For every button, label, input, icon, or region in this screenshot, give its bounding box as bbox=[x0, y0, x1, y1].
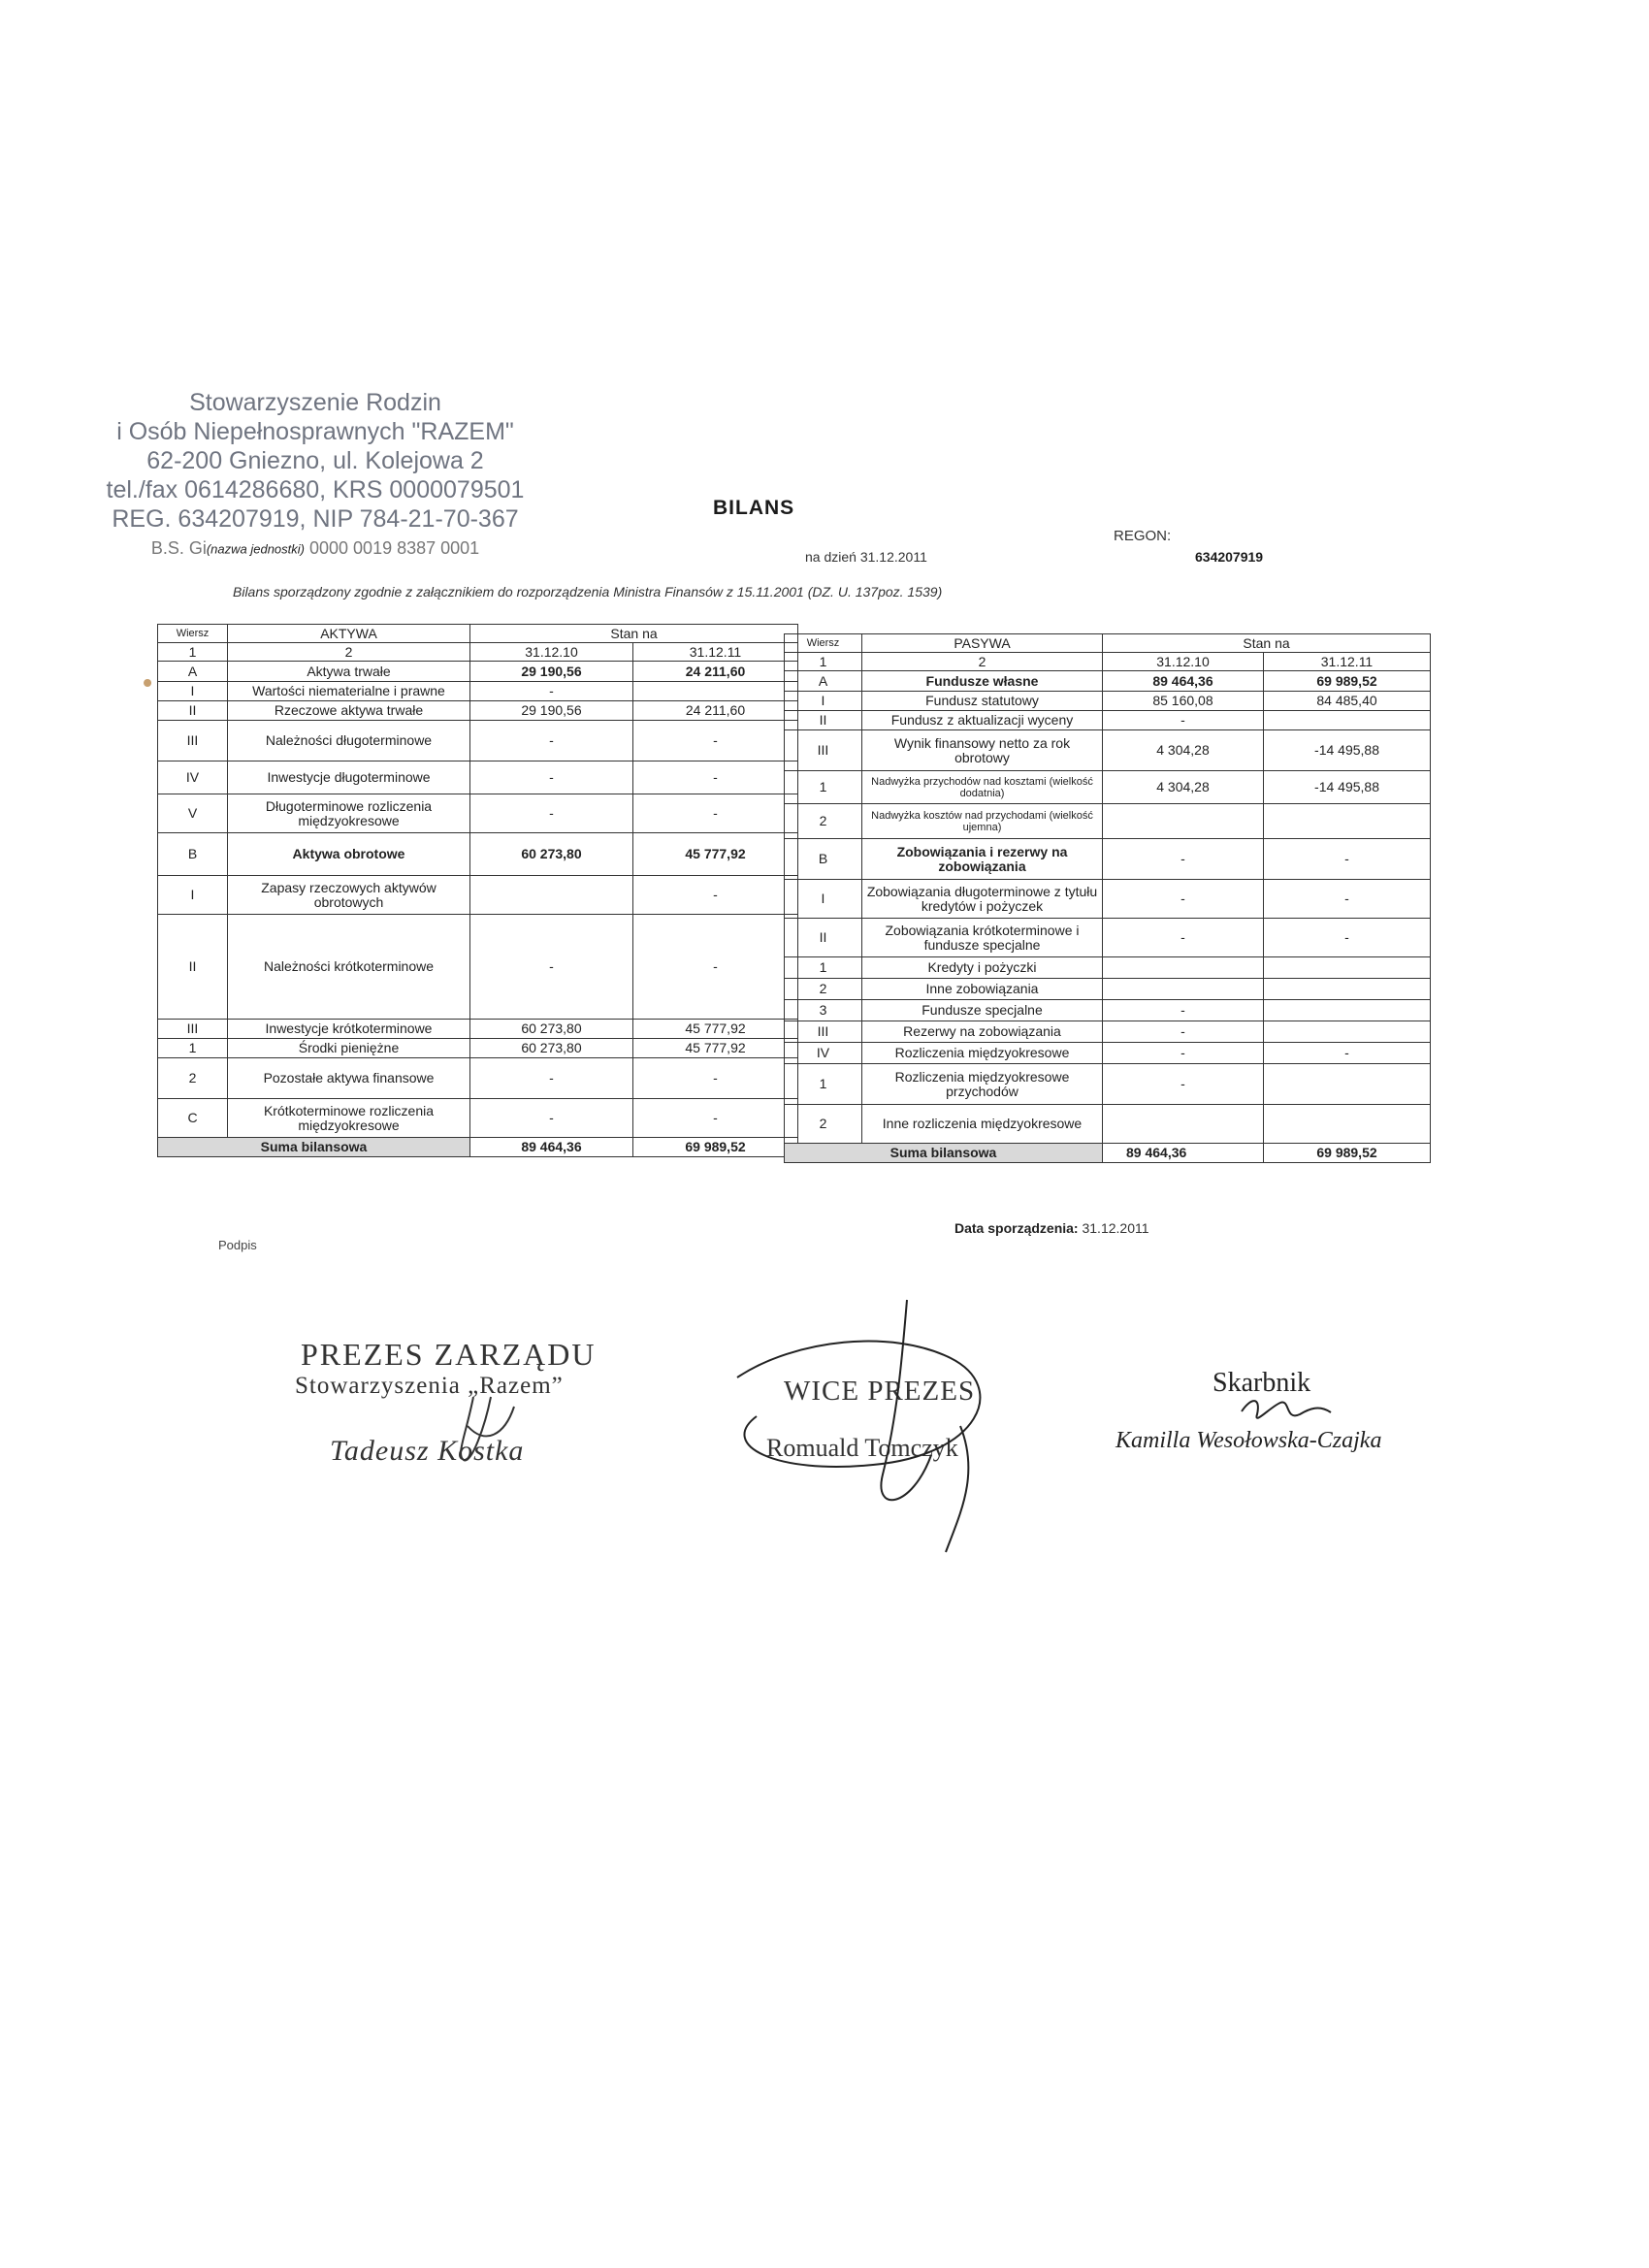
value-2011: - bbox=[633, 794, 798, 833]
value-2011 bbox=[1264, 804, 1431, 839]
treasurer-signature-stroke bbox=[1242, 1401, 1331, 1418]
vice-president-signature-stroke bbox=[737, 1300, 980, 1552]
stamp-bank-account: 0000 0019 8387 0001 bbox=[309, 538, 480, 558]
value-2011: 24 211,60 bbox=[633, 701, 798, 721]
row-code: 1 bbox=[158, 1039, 228, 1058]
table-row bbox=[158, 1039, 798, 1058]
row-code: A bbox=[785, 671, 862, 692]
stamp-line: i Osób Niepełnosprawnych "RAZEM" bbox=[116, 418, 514, 445]
col-date-2011: 31.12.11 bbox=[633, 643, 798, 662]
president-stamp bbox=[295, 1337, 597, 1468]
table-row bbox=[158, 915, 798, 1020]
row-label: Kredyty i pożyczki bbox=[862, 957, 1103, 979]
regon-label: REGON: bbox=[1114, 528, 1172, 544]
value-2010 bbox=[1103, 957, 1264, 979]
row-label: Fundusz z aktualizacji wyceny bbox=[862, 711, 1103, 730]
table-row bbox=[785, 979, 1431, 1000]
value-2011: - bbox=[1264, 1043, 1431, 1064]
row-label: Krótkoterminowe rozliczenia międzyokresowe bbox=[228, 1099, 470, 1138]
table-row bbox=[785, 839, 1431, 880]
row-code: II bbox=[785, 919, 862, 957]
table-row bbox=[785, 692, 1431, 711]
row-code: IV bbox=[785, 1043, 862, 1064]
value-2011: - bbox=[633, 915, 798, 1020]
row-code: 2 bbox=[785, 979, 862, 1000]
vice-president-title: WICE PREZES bbox=[784, 1376, 976, 1407]
row-code: 1 bbox=[785, 1064, 862, 1105]
value-2011: - bbox=[633, 721, 798, 761]
row-code: III bbox=[158, 721, 228, 761]
stamp-line: tel./fax 0614286680, KRS 0000079501 bbox=[106, 476, 525, 503]
table-row bbox=[785, 730, 1431, 771]
row-label: Inne zobowiązania bbox=[862, 979, 1103, 1000]
value-2010: - bbox=[470, 721, 633, 761]
value-2010: - bbox=[470, 1058, 633, 1099]
col-number: 2 bbox=[862, 653, 1103, 671]
value-2011 bbox=[1264, 1021, 1431, 1043]
row-code: C bbox=[158, 1099, 228, 1138]
col-date-2010: 31.12.10 bbox=[1103, 653, 1264, 671]
table-row bbox=[785, 919, 1431, 957]
value-2011: - bbox=[1264, 919, 1431, 957]
total-2011: 69 989,52 bbox=[1264, 1144, 1431, 1163]
value-2011: - bbox=[1264, 839, 1431, 880]
value-2011 bbox=[1264, 711, 1431, 730]
value-2010: 29 190,56 bbox=[470, 701, 633, 721]
stamp-line: 62-200 Gniezno, ul. Kolejowa 2 bbox=[146, 447, 484, 474]
row-label: Nadwyżka kosztów nad przychodami (wielkość ujemna) bbox=[862, 804, 1103, 839]
row-label: Inne rozliczenia międzyokresowe bbox=[862, 1105, 1103, 1144]
table-row bbox=[785, 1021, 1431, 1043]
value-2010: - bbox=[1103, 919, 1264, 957]
document-title: BILANS bbox=[713, 497, 795, 519]
table-row bbox=[158, 1020, 798, 1039]
row-code: A bbox=[158, 662, 228, 682]
row-code: 1 bbox=[785, 771, 862, 804]
value-2011 bbox=[1264, 979, 1431, 1000]
row-label: Zobowiązania długoterminowe z tytułu kredytów i pożyczek bbox=[862, 880, 1103, 919]
value-2010: - bbox=[1103, 880, 1264, 919]
balance-date: na dzień 31.12.2011 bbox=[805, 549, 927, 565]
col-number: 1 bbox=[158, 643, 228, 662]
value-2010 bbox=[1103, 804, 1264, 839]
row-code: I bbox=[158, 876, 228, 915]
table-row bbox=[785, 653, 1431, 671]
value-2010: 29 190,56 bbox=[470, 662, 633, 682]
table-row bbox=[158, 721, 798, 761]
value-2010: 60 273,80 bbox=[470, 1039, 633, 1058]
table-row bbox=[158, 643, 798, 662]
stamp-line: REG. 634207919, NIP 784-21-70-367 bbox=[112, 505, 519, 533]
row-code: III bbox=[785, 1021, 862, 1043]
row-code: V bbox=[158, 794, 228, 833]
value-2010 bbox=[1103, 1105, 1264, 1144]
value-2011: - bbox=[633, 1058, 798, 1099]
vice-president-name: Romuald Tomczyk bbox=[766, 1434, 958, 1462]
row-code: 2 bbox=[158, 1058, 228, 1099]
organization-stamp bbox=[92, 388, 538, 564]
row-label: Fundusze własne bbox=[862, 671, 1103, 692]
value-2010 bbox=[470, 876, 633, 915]
value-2011: -14 495,88 bbox=[1264, 730, 1431, 771]
row-label: Zobowiązania krótkoterminowe i fundusze specjalne bbox=[862, 919, 1103, 957]
treasurer-name: Kamilla Wesołowska-Czajka bbox=[1116, 1428, 1382, 1453]
table-row bbox=[158, 1138, 798, 1157]
liabilities-table bbox=[784, 633, 1431, 1163]
col-header-wiersz: Wiersz bbox=[785, 634, 862, 653]
row-label: Rezerwy na zobowiązania bbox=[862, 1021, 1103, 1043]
value-2010: - bbox=[1103, 839, 1264, 880]
stamp-line bbox=[92, 534, 538, 564]
value-2010: - bbox=[1103, 1064, 1264, 1105]
row-label: Należności krótkoterminowe bbox=[228, 915, 470, 1020]
value-2011: - bbox=[633, 1099, 798, 1138]
value-2010: - bbox=[1103, 711, 1264, 730]
table-row bbox=[785, 1000, 1431, 1021]
table-row bbox=[158, 682, 798, 701]
value-2011: - bbox=[633, 761, 798, 794]
value-2011 bbox=[1264, 1064, 1431, 1105]
table-row bbox=[158, 1099, 798, 1138]
table-row bbox=[158, 794, 798, 833]
table-row bbox=[785, 1105, 1431, 1144]
table-row bbox=[158, 833, 798, 876]
table-row bbox=[785, 804, 1431, 839]
row-code: I bbox=[785, 692, 862, 711]
row-label: Wartości niematerialne i prawne bbox=[228, 682, 470, 701]
preparation-date-label: Data sporządzenia: bbox=[954, 1220, 1079, 1236]
value-2011: 45 777,92 bbox=[633, 1039, 798, 1058]
row-code: 2 bbox=[785, 1105, 862, 1144]
assets-table bbox=[157, 624, 798, 1157]
value-2011: 45 777,92 bbox=[633, 1020, 798, 1039]
table-row bbox=[785, 1064, 1431, 1105]
table-row bbox=[158, 701, 798, 721]
table-row bbox=[158, 876, 798, 915]
value-2011 bbox=[633, 682, 798, 701]
row-code: B bbox=[785, 839, 862, 880]
value-2010: 4 304,28 bbox=[1103, 771, 1264, 804]
col-number: 2 bbox=[228, 643, 470, 662]
table-row bbox=[785, 1144, 1431, 1163]
col-header-pasywa: PASYWA bbox=[862, 634, 1103, 653]
value-2010: 85 160,08 bbox=[1103, 692, 1264, 711]
col-header-wiersz: Wiersz bbox=[158, 625, 228, 643]
value-2010: - bbox=[1103, 1043, 1264, 1064]
legal-basis: Bilans sporządzony zgodnie z załącznikiem do rozporządzenia Ministra Finansów z 15.11.2001 (DZ. U. 137poz. 1539) bbox=[233, 584, 943, 599]
table-row bbox=[158, 761, 798, 794]
value-2011: -14 495,88 bbox=[1264, 771, 1431, 804]
row-code: II bbox=[785, 711, 862, 730]
row-code: 1 bbox=[785, 957, 862, 979]
row-label: Nadwyżka przychodów nad kosztami (wielkość dodatnia) bbox=[862, 771, 1103, 804]
row-label: Rozliczenia międzyokresowe bbox=[862, 1043, 1103, 1064]
value-2010: 4 304,28 bbox=[1103, 730, 1264, 771]
col-date-2011: 31.12.11 bbox=[1264, 653, 1431, 671]
total-label: Suma bilansowa bbox=[158, 1138, 470, 1157]
row-label: Fundusz statutowy bbox=[862, 692, 1103, 711]
value-2011: 69 989,52 bbox=[1264, 671, 1431, 692]
row-label: Fundusze specjalne bbox=[862, 1000, 1103, 1021]
value-2011: - bbox=[633, 876, 798, 915]
row-code: IV bbox=[158, 761, 228, 794]
total-label: Suma bilansowa bbox=[785, 1144, 1103, 1163]
value-2010: - bbox=[1103, 1021, 1264, 1043]
value-2011: 24 211,60 bbox=[633, 662, 798, 682]
row-label: Inwestycje krótkoterminowe bbox=[228, 1020, 470, 1039]
table-row bbox=[785, 771, 1431, 804]
col-number: 1 bbox=[785, 653, 862, 671]
president-title: PREZES ZARZĄDU bbox=[301, 1337, 597, 1372]
total-2010: 89 464,36 bbox=[1103, 1144, 1264, 1163]
regon-value: 634207919 bbox=[1195, 549, 1264, 565]
preparation-date bbox=[954, 1220, 1149, 1236]
row-label: Zobowiązania i rezerwy na zobowiązania bbox=[862, 839, 1103, 880]
row-code: 2 bbox=[785, 804, 862, 839]
row-code: III bbox=[785, 730, 862, 771]
row-code: I bbox=[785, 880, 862, 919]
value-2010: - bbox=[470, 761, 633, 794]
table-row bbox=[785, 957, 1431, 979]
col-header-stan: Stan na bbox=[1103, 634, 1431, 653]
president-name: Tadeusz Kostka bbox=[330, 1435, 525, 1467]
table-row bbox=[158, 1058, 798, 1099]
stamp-bank-prefix: B.S. Gi bbox=[150, 538, 207, 558]
total-2010: 89 464,36 bbox=[470, 1138, 633, 1157]
table-row bbox=[158, 625, 798, 643]
row-label: Zapasy rzeczowych aktywów obrotowych bbox=[228, 876, 470, 915]
row-code: I bbox=[158, 682, 228, 701]
row-label: Inwestycje długoterminowe bbox=[228, 761, 470, 794]
value-2011: - bbox=[1264, 880, 1431, 919]
table-row bbox=[785, 1043, 1431, 1064]
table-row bbox=[785, 880, 1431, 919]
table-row bbox=[785, 671, 1431, 692]
value-2011 bbox=[1264, 1105, 1431, 1144]
value-2011 bbox=[1264, 1000, 1431, 1021]
row-label: Rozliczenia międzyokresowe przychodów bbox=[862, 1064, 1103, 1105]
row-code: 3 bbox=[785, 1000, 862, 1021]
row-code: II bbox=[158, 915, 228, 1020]
value-2011: 84 485,40 bbox=[1264, 692, 1431, 711]
row-label: Aktywa obrotowe bbox=[228, 833, 470, 876]
signature-caption: Podpis bbox=[218, 1238, 257, 1252]
value-2010: - bbox=[1103, 1000, 1264, 1021]
value-2010: 89 464,36 bbox=[1103, 671, 1264, 692]
value-2010: - bbox=[470, 794, 633, 833]
value-2010: - bbox=[470, 682, 633, 701]
treasurer-title: Skarbnik bbox=[1212, 1368, 1311, 1398]
row-label: Pozostałe aktywa finansowe bbox=[228, 1058, 470, 1099]
value-2011 bbox=[1264, 957, 1431, 979]
col-header-stan: Stan na bbox=[470, 625, 798, 643]
row-label: Aktywa trwałe bbox=[228, 662, 470, 682]
value-2010: 60 273,80 bbox=[470, 1020, 633, 1039]
preparation-date-value: 31.12.2011 bbox=[1082, 1220, 1149, 1236]
value-2010 bbox=[1103, 979, 1264, 1000]
row-code: III bbox=[158, 1020, 228, 1039]
president-organization: Stowarzyszenia „Razem” bbox=[295, 1373, 564, 1399]
value-2010: - bbox=[470, 915, 633, 1020]
row-code: B bbox=[158, 833, 228, 876]
table-row bbox=[785, 711, 1431, 730]
table-row bbox=[158, 662, 798, 682]
col-header-aktywa: AKTYWA bbox=[228, 625, 470, 643]
row-label: Rzeczowe aktywa trwałe bbox=[228, 701, 470, 721]
row-label: Długoterminowe rozliczenia międzyokresowe bbox=[228, 794, 470, 833]
row-label: Należności długoterminowe bbox=[228, 721, 470, 761]
entity-name-caption: (nazwa jednostki) bbox=[206, 541, 305, 557]
col-date-2010: 31.12.10 bbox=[470, 643, 633, 662]
total-2011: 69 989,52 bbox=[633, 1138, 798, 1157]
ink-dot bbox=[144, 679, 151, 687]
row-label: Środki pieniężne bbox=[228, 1039, 470, 1058]
row-label: Wynik finansowy netto za rok obrotowy bbox=[862, 730, 1103, 771]
row-code: II bbox=[158, 701, 228, 721]
table-row bbox=[785, 634, 1431, 653]
stamp-line: Stowarzyszenie Rodzin bbox=[189, 389, 441, 416]
value-2010: - bbox=[470, 1099, 633, 1138]
value-2011: 45 777,92 bbox=[633, 833, 798, 876]
value-2010: 60 273,80 bbox=[470, 833, 633, 876]
